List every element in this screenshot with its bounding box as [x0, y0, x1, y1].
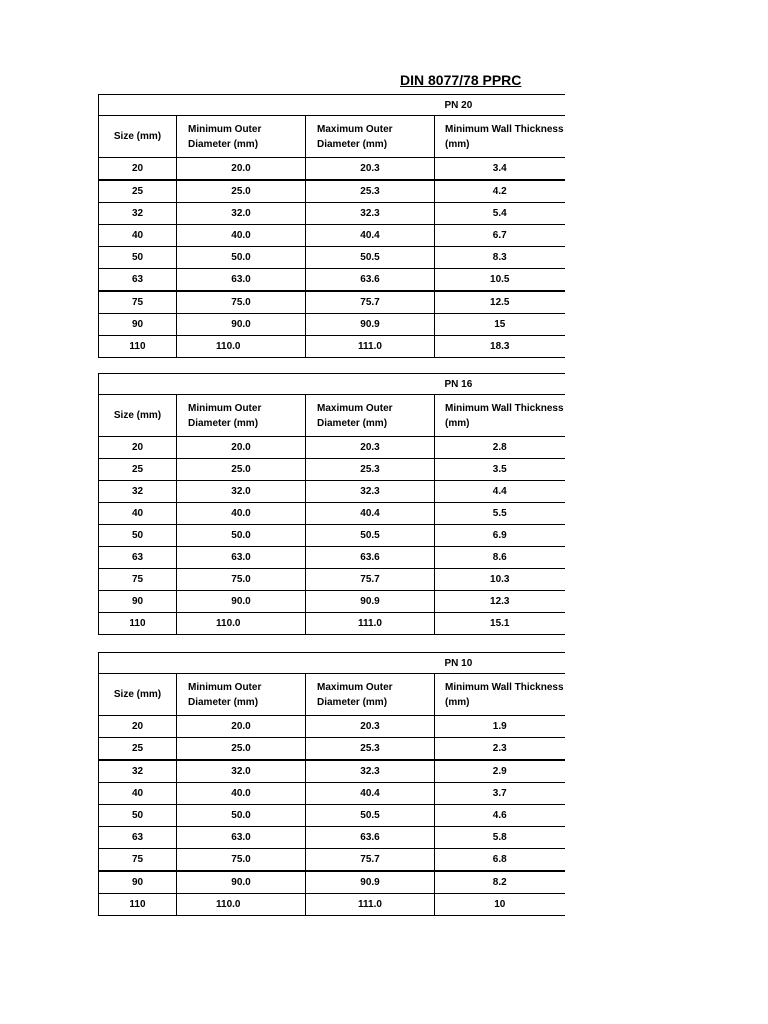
cell-min-wall-thickness: 6.9 — [435, 525, 565, 547]
cell-min-outer-diameter: 50.0 — [177, 525, 306, 547]
cell-size: 20 — [99, 437, 177, 459]
table-row — [99, 503, 565, 525]
header-max-outer: Maximum Outer Diameter (mm) — [306, 395, 435, 437]
cell-min-wall-thickness: 4.6 — [435, 805, 565, 827]
cell-min-wall-thickness: 3.7 — [435, 783, 565, 805]
cell-size: 90 — [99, 591, 177, 613]
cell-min-outer-diameter: 32.0 — [177, 481, 306, 503]
table-row — [99, 894, 565, 916]
header-min-outer: Minimum Outer Diameter (mm) — [177, 674, 306, 716]
header-wall-thickness: Minimum Wall Thickness (mm) — [435, 674, 565, 716]
pressure-rating-label: PN 20 — [435, 95, 565, 116]
cell-max-outer-diameter: 50.5 — [306, 247, 435, 269]
pressure-rating-label: PN 16 — [435, 374, 565, 395]
table-row — [99, 827, 565, 849]
table-row — [99, 569, 565, 591]
cell-min-outer-diameter: 90.0 — [177, 871, 306, 894]
table-row — [99, 481, 565, 503]
cell-min-wall-thickness: 12.3 — [435, 591, 565, 613]
table-pn20 — [98, 94, 564, 358]
cell-max-outer-diameter: 20.3 — [306, 437, 435, 459]
cell-size: 40 — [99, 503, 177, 525]
table-row — [99, 269, 565, 292]
cell-size: 32 — [99, 481, 177, 503]
cell-min-wall-thickness: 2.8 — [435, 437, 565, 459]
cell-size: 90 — [99, 314, 177, 336]
cell-max-outer-diameter: 32.3 — [306, 481, 435, 503]
cell-min-wall-thickness: 10.5 — [435, 269, 565, 292]
header-wall-thickness: Minimum Wall Thickness (mm) — [435, 116, 565, 158]
cell-min-wall-thickness: 15.1 — [435, 613, 565, 635]
table-row — [99, 437, 565, 459]
cell-size: 75 — [99, 291, 177, 314]
cell-min-outer-diameter: 32.0 — [177, 203, 306, 225]
cell-min-outer-diameter: 63.0 — [177, 547, 306, 569]
cell-size: 110 — [99, 894, 177, 916]
cell-min-outer-diameter: 20.0 — [177, 716, 306, 738]
header-size: Size (mm) — [99, 395, 177, 437]
cell-min-outer-diameter: 90.0 — [177, 314, 306, 336]
cell-size: 75 — [99, 849, 177, 872]
cell-min-outer-diameter: 110.0 — [177, 336, 306, 358]
table-row — [99, 314, 565, 336]
table-row — [99, 591, 565, 613]
cell-min-wall-thickness: 6.8 — [435, 849, 565, 872]
table-row — [99, 760, 565, 783]
cell-min-wall-thickness: 5.8 — [435, 827, 565, 849]
cell-max-outer-diameter: 25.3 — [306, 459, 435, 481]
cell-size: 63 — [99, 269, 177, 292]
cell-max-outer-diameter: 63.6 — [306, 827, 435, 849]
table-row — [99, 871, 565, 894]
cell-max-outer-diameter: 63.6 — [306, 547, 435, 569]
cell-size: 20 — [99, 158, 177, 181]
cell-size: 20 — [99, 716, 177, 738]
cell-max-outer-diameter: 75.7 — [306, 849, 435, 872]
header-min-outer: Minimum Outer Diameter (mm) — [177, 116, 306, 158]
cell-min-wall-thickness: 1.9 — [435, 716, 565, 738]
cell-min-outer-diameter: 75.0 — [177, 849, 306, 872]
table-row — [99, 613, 565, 635]
cell-size: 75 — [99, 569, 177, 591]
cell-max-outer-diameter: 90.9 — [306, 871, 435, 894]
cell-min-wall-thickness: 3.4 — [435, 158, 565, 181]
cell-max-outer-diameter: 40.4 — [306, 503, 435, 525]
table-row — [99, 716, 565, 738]
cell-min-outer-diameter: 50.0 — [177, 805, 306, 827]
cell-size: 32 — [99, 203, 177, 225]
cell-min-outer-diameter: 90.0 — [177, 591, 306, 613]
header-wall-thickness: Minimum Wall Thickness (mm) — [435, 395, 565, 437]
cell-max-outer-diameter: 50.5 — [306, 525, 435, 547]
table-row — [99, 805, 565, 827]
header-size: Size (mm) — [99, 116, 177, 158]
cell-min-outer-diameter: 40.0 — [177, 503, 306, 525]
table-row — [99, 180, 565, 203]
header-max-outer: Maximum Outer Diameter (mm) — [306, 674, 435, 716]
cell-max-outer-diameter: 111.0 — [306, 894, 435, 916]
cell-max-outer-diameter: 25.3 — [306, 180, 435, 203]
table-row — [99, 158, 565, 181]
cell-min-outer-diameter: 25.0 — [177, 738, 306, 761]
cell-min-wall-thickness: 4.2 — [435, 180, 565, 203]
cell-max-outer-diameter: 75.7 — [306, 291, 435, 314]
cell-max-outer-diameter: 90.9 — [306, 314, 435, 336]
cell-size: 110 — [99, 336, 177, 358]
cell-max-outer-diameter: 32.3 — [306, 203, 435, 225]
cell-size: 63 — [99, 827, 177, 849]
cell-min-wall-thickness: 8.3 — [435, 247, 565, 269]
table-row — [99, 547, 565, 569]
cell-max-outer-diameter: 75.7 — [306, 569, 435, 591]
cell-size: 50 — [99, 805, 177, 827]
cell-size: 25 — [99, 459, 177, 481]
cell-max-outer-diameter: 32.3 — [306, 760, 435, 783]
cell-min-wall-thickness: 12.5 — [435, 291, 565, 314]
header-min-outer: Minimum Outer Diameter (mm) — [177, 395, 306, 437]
cell-max-outer-diameter: 25.3 — [306, 738, 435, 761]
cell-min-outer-diameter: 63.0 — [177, 827, 306, 849]
cell-min-wall-thickness: 5.4 — [435, 203, 565, 225]
table-row — [99, 525, 565, 547]
table-row — [99, 459, 565, 481]
cell-size: 32 — [99, 760, 177, 783]
cell-max-outer-diameter: 40.4 — [306, 225, 435, 247]
cell-size: 25 — [99, 180, 177, 203]
cell-max-outer-diameter: 111.0 — [306, 336, 435, 358]
cell-min-outer-diameter: 20.0 — [177, 437, 306, 459]
cell-min-wall-thickness: 18.3 — [435, 336, 565, 358]
table-row — [99, 849, 565, 872]
cell-max-outer-diameter: 40.4 — [306, 783, 435, 805]
cell-size: 40 — [99, 783, 177, 805]
cell-min-outer-diameter: 20.0 — [177, 158, 306, 181]
cell-min-outer-diameter: 40.0 — [177, 783, 306, 805]
cell-size: 50 — [99, 525, 177, 547]
cell-min-wall-thickness: 8.6 — [435, 547, 565, 569]
table-row — [99, 291, 565, 314]
cell-max-outer-diameter: 111.0 — [306, 613, 435, 635]
cell-min-outer-diameter: 75.0 — [177, 291, 306, 314]
cell-size: 50 — [99, 247, 177, 269]
table-row — [99, 203, 565, 225]
cell-max-outer-diameter: 20.3 — [306, 158, 435, 181]
header-max-outer: Maximum Outer Diameter (mm) — [306, 116, 435, 158]
table-row — [99, 738, 565, 761]
document-title: DIN 8077/78 PPRC — [400, 72, 522, 88]
cell-min-wall-thickness: 3.5 — [435, 459, 565, 481]
cell-min-outer-diameter: 75.0 — [177, 569, 306, 591]
table-row — [99, 783, 565, 805]
cell-min-wall-thickness: 10.3 — [435, 569, 565, 591]
cell-size: 40 — [99, 225, 177, 247]
pressure-rating-label: PN 10 — [435, 653, 565, 674]
table-row — [99, 225, 565, 247]
table-row — [99, 247, 565, 269]
cell-min-outer-diameter: 40.0 — [177, 225, 306, 247]
cell-min-outer-diameter: 110.0 — [177, 894, 306, 916]
cell-min-wall-thickness: 2.3 — [435, 738, 565, 761]
cell-min-outer-diameter: 110.0 — [177, 613, 306, 635]
table-pn16 — [98, 373, 564, 635]
cell-min-wall-thickness: 4.4 — [435, 481, 565, 503]
cell-size: 63 — [99, 547, 177, 569]
cell-min-outer-diameter: 25.0 — [177, 459, 306, 481]
cell-size: 90 — [99, 871, 177, 894]
cell-size: 110 — [99, 613, 177, 635]
cell-min-wall-thickness: 8.2 — [435, 871, 565, 894]
cell-max-outer-diameter: 50.5 — [306, 805, 435, 827]
cell-min-outer-diameter: 63.0 — [177, 269, 306, 292]
cell-min-outer-diameter: 25.0 — [177, 180, 306, 203]
cell-min-wall-thickness: 10 — [435, 894, 565, 916]
cell-max-outer-diameter: 63.6 — [306, 269, 435, 292]
cell-max-outer-diameter: 20.3 — [306, 716, 435, 738]
cell-min-wall-thickness: 15 — [435, 314, 565, 336]
table-pn10 — [98, 652, 564, 916]
cell-min-wall-thickness: 6.7 — [435, 225, 565, 247]
cell-min-outer-diameter: 32.0 — [177, 760, 306, 783]
cell-min-outer-diameter: 50.0 — [177, 247, 306, 269]
cell-max-outer-diameter: 90.9 — [306, 591, 435, 613]
cell-size: 25 — [99, 738, 177, 761]
header-size: Size (mm) — [99, 674, 177, 716]
table-row — [99, 336, 565, 358]
cell-min-wall-thickness: 5.5 — [435, 503, 565, 525]
cell-min-wall-thickness: 2.9 — [435, 760, 565, 783]
